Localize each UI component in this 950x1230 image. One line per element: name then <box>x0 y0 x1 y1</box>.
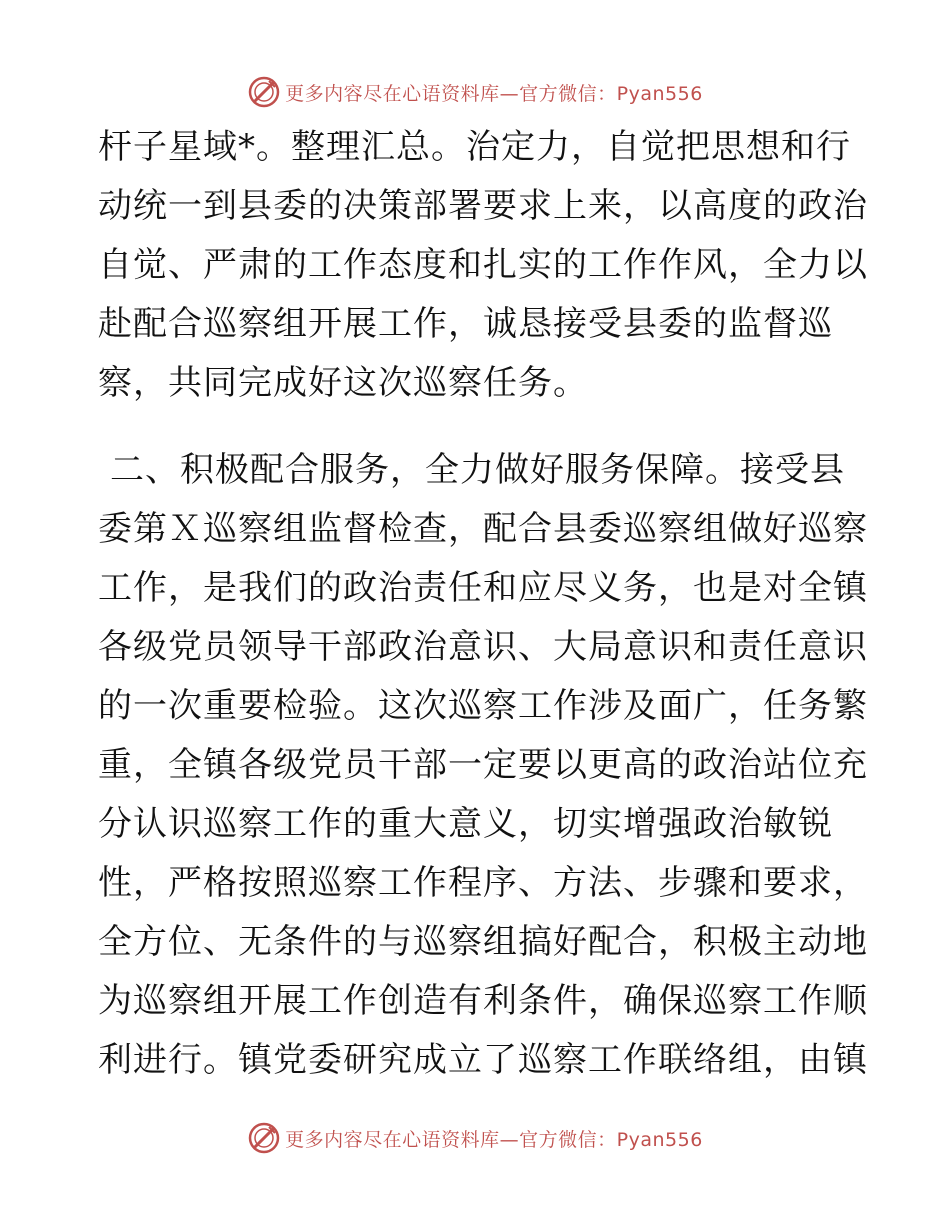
body-line: 利进行。镇党委研究成立了巡察工作联络组，由镇 <box>98 1040 868 1080</box>
body-line: 全方位、无条件的与巡察组搞好配合，积极主动地 <box>98 922 868 962</box>
body-line: 察，共同完成好这次巡察任务。 <box>98 363 588 403</box>
seal-logo-icon <box>247 75 281 109</box>
body-line: 重，全镇各级党员干部一定要以更高的政治站位充 <box>98 745 868 785</box>
footer-banner <box>0 1118 950 1158</box>
body-line: 自觉、严肃的工作态度和扎实的工作作风，全力以 <box>98 245 868 285</box>
body-line: 赴配合巡察组开展工作，诚恳接受县委的监督巡 <box>98 304 833 344</box>
body-line: 工作，是我们的政治责任和应尽义务，也是对全镇 <box>98 568 868 608</box>
body-line: 性，严格按照巡察工作程序、方法、步骤和要求， <box>98 863 868 903</box>
paragraph-gap <box>98 413 858 441</box>
body-line: 各级党员领导干部政治意识、大局意识和责任意识 <box>98 627 868 667</box>
body-line: 为巡察组开展工作创造有利条件，确保巡察工作顺 <box>98 981 868 1021</box>
seal-logo-icon <box>247 1121 281 1155</box>
body-line: 动统一到县委的决策部署要求上来，以高度的政治 <box>98 186 868 226</box>
body-line: 委第Ｘ巡察组监督检查，配合县委巡察组做好巡察 <box>98 509 868 549</box>
header-banner <box>0 72 950 112</box>
footer-banner-text: 更多内容尽在心语资料库—官方微信：Pyan556 <box>285 1128 703 1151</box>
body-line: 杆子星域*。整理汇总。治定力，自觉把思想和行 <box>98 127 851 167</box>
body-line: 分认识巡察工作的重大意义，切实增强政治敏锐 <box>98 804 833 844</box>
document-body <box>98 118 868 1090</box>
section-heading-line: 二、积极配合服务，全力做好服务保障。接受县 <box>110 450 845 490</box>
body-line: 的一次重要检验。这次巡察工作涉及面广，任务繁 <box>98 686 868 726</box>
header-banner-text: 更多内容尽在心语资料库—官方微信：Pyan556 <box>285 82 703 105</box>
